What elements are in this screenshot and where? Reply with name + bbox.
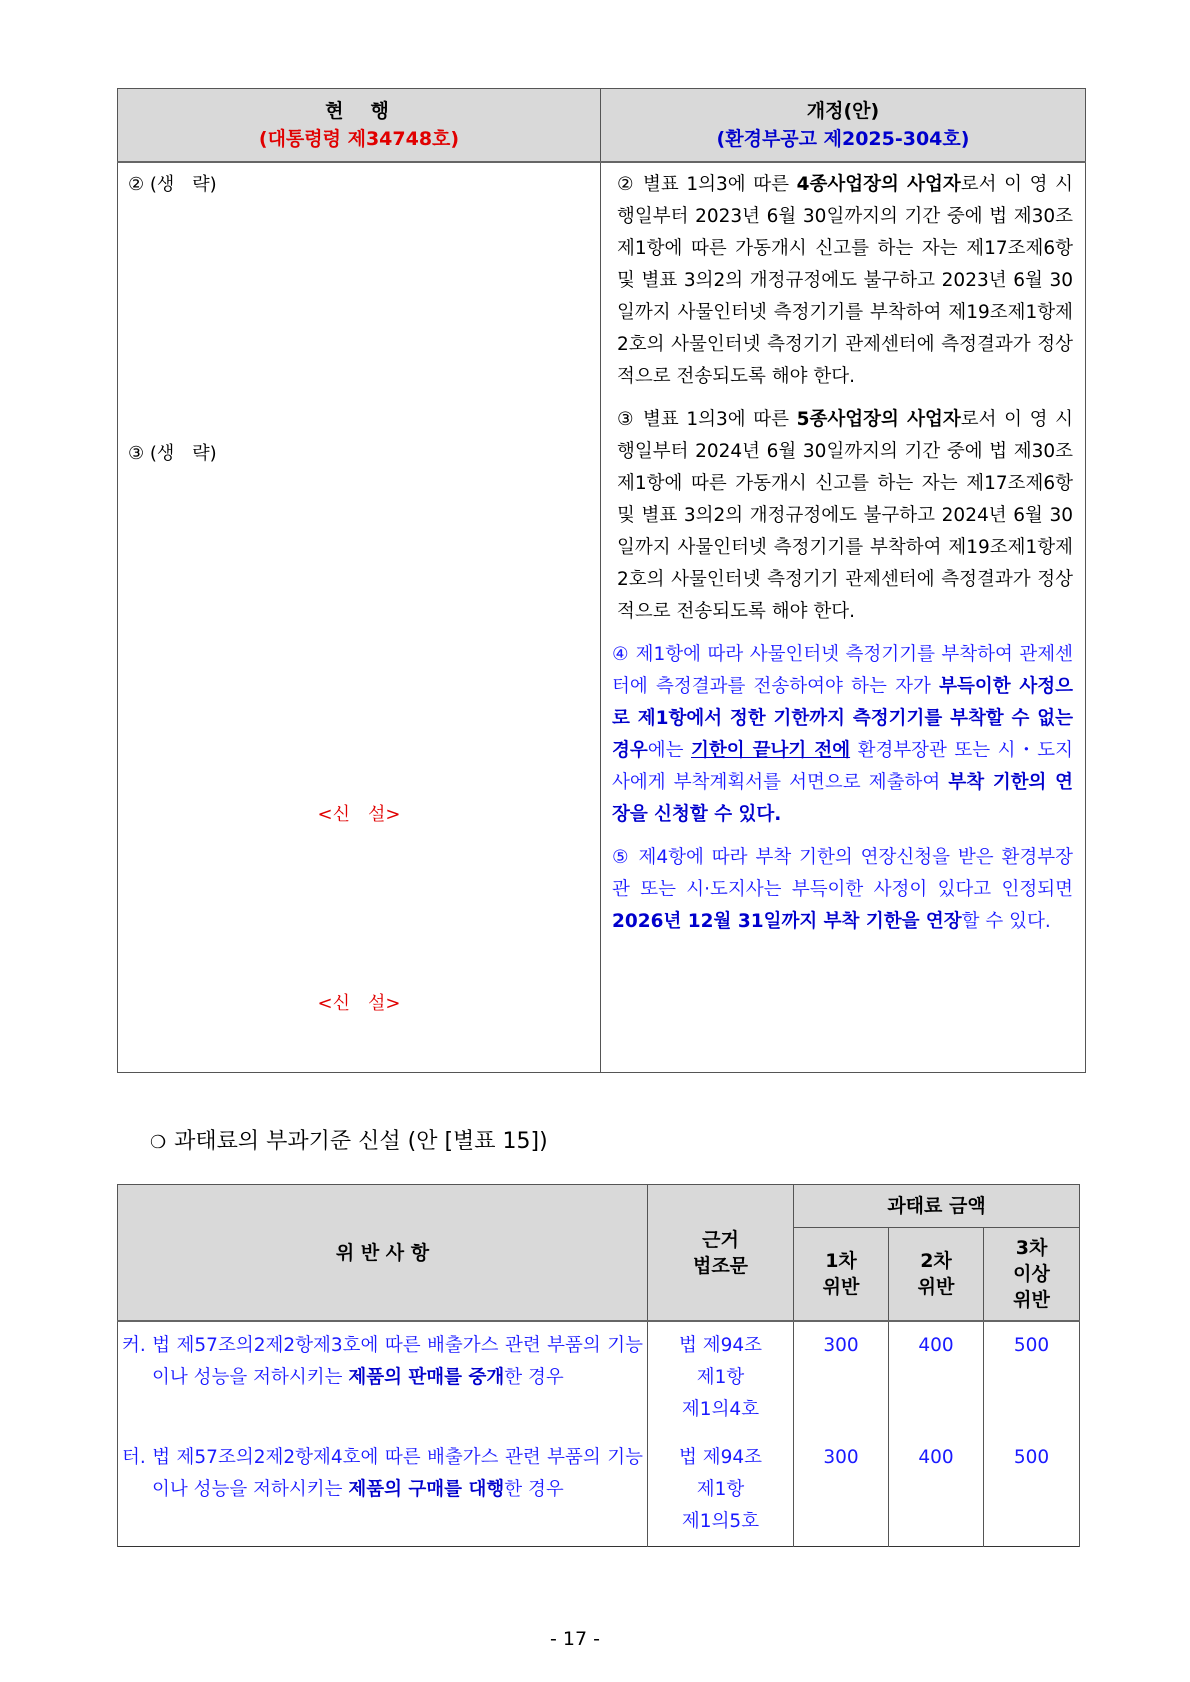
section-heading xyxy=(150,1124,548,1155)
bold-text: 부착 기한의 연장을 신청할 수 있다. xyxy=(612,772,1073,825)
page-number: - 17 - xyxy=(550,1628,600,1650)
second-amount: 400 xyxy=(889,1321,984,1434)
bold-text: 부득이한 사정으로 제1항에서 정한 기한까지 측정기기를 부착할 수 없는 경우 xyxy=(612,676,1073,761)
third-amount: 500 xyxy=(984,1434,1080,1547)
bold-text: 5종사업장의 사업자 xyxy=(796,409,961,430)
violation-cell xyxy=(118,1434,648,1547)
current-item-2: ② (생 략) xyxy=(128,174,217,195)
section-heading-text: 과태료의 부과기준 신설 (안 [별표 15]) xyxy=(174,1129,548,1154)
text: 법 제94조 xyxy=(678,1447,763,1468)
text: ② 별표 1의3에 따른 xyxy=(617,174,797,195)
second-violation-header: 2차 위반 xyxy=(889,1228,984,1322)
bold-text: 2026년 12월 31일까지 부착 기한을 연장 xyxy=(612,911,962,932)
second-amount: 400 xyxy=(889,1434,984,1547)
revised-reference: (환경부공고 제2025-304호) xyxy=(716,128,970,150)
bold-text: 4종사업장의 사업자 xyxy=(796,174,961,195)
bullet-icon: ❍ xyxy=(150,1132,167,1153)
basis-header: 근거 법조문 xyxy=(648,1185,794,1322)
first-amount: 300 xyxy=(794,1321,889,1434)
current-column-header xyxy=(118,89,601,163)
current-reference: (대통령령 제34748호) xyxy=(258,128,460,150)
bold-text: 제품의 구매를 대행 xyxy=(348,1479,505,1500)
text: 에는 xyxy=(647,740,691,761)
text: 로서 이 영 시행일부터 2023년 6월 30일까지의 기간 중에 법 제30조제1항에 따른 가동개시 신고를 하는 자는 제17조제6항 및 별표 3의2의 개정규정에도 불구하고 2023년 6월 30일까지 사물인터넷 측정기기를 부착하여 제19조제1항제2호의 사물인터넷 측정기기 관제센터에 측정결과가 정상적으로 전송되도록 해야 한다. xyxy=(617,174,1073,387)
text: 제1항 xyxy=(696,1367,745,1388)
revised-item-3 xyxy=(617,404,1073,628)
penalty-header-row xyxy=(118,1185,1080,1228)
current-column xyxy=(118,162,601,1073)
text: 제1항 xyxy=(696,1479,745,1500)
table-row xyxy=(118,1434,1080,1547)
current-item-3: ③ (생 략) xyxy=(128,443,217,464)
text: ⑤ 제4항에 따라 부착 기한의 연장신청을 받은 환경부장관 또는 시·도지사는 부득이한 사정이 있다고 인정되면 xyxy=(612,847,1073,900)
revised-item-4 xyxy=(612,639,1073,831)
revised-column-header xyxy=(601,89,1086,163)
text: 제1의5호 xyxy=(681,1511,760,1532)
third-amount: 500 xyxy=(984,1321,1080,1434)
revised-column xyxy=(601,162,1086,1073)
revised-item-5 xyxy=(612,842,1073,938)
text: 법 제94조 xyxy=(678,1335,763,1356)
amount-header: 과태료 금액 xyxy=(794,1185,1080,1228)
revised-title: 개정(안) xyxy=(806,100,880,122)
comparison-header-row xyxy=(118,89,1086,163)
text: 터. 법 제57조의2제2항제4호에 따른 배출가스 관련 부품의 기능이나 성능을 저하시키는 xyxy=(122,1447,643,1500)
first-amount: 300 xyxy=(794,1434,889,1547)
third-violation-header: 3차 이상 위반 xyxy=(984,1228,1080,1322)
underlined-text: 기한이 끝나기 전에 xyxy=(691,740,851,761)
basis-cell xyxy=(648,1321,794,1434)
current-title: 현 행 xyxy=(325,100,393,122)
text: 환경부장관 또는 시・도지사에게 부착계획서를 서면으로 제출하여 xyxy=(612,740,1073,793)
comparison-body-row xyxy=(118,162,1086,1073)
text: 제1의4호 xyxy=(681,1399,760,1420)
text: 할 수 있다. xyxy=(961,911,1051,932)
text: 한 경우 xyxy=(504,1367,564,1388)
text: ④ 제1항에 따라 사물인터넷 측정기기를 부착하여 관제센터에 측정결과를 전송하여야 하는 자가 xyxy=(612,644,1073,697)
new-provision-mark: <신 설> xyxy=(317,993,401,1014)
text: 한 경우 xyxy=(504,1479,564,1500)
text: ③ 별표 1의3에 따른 xyxy=(617,409,797,430)
basis-cell xyxy=(648,1434,794,1547)
bold-text: 제품의 판매를 중개 xyxy=(348,1367,505,1388)
violation-header: 위 반 사 항 xyxy=(118,1185,648,1322)
comparison-table xyxy=(117,88,1086,1073)
penalty-table xyxy=(117,1184,1080,1547)
revised-item-2 xyxy=(617,169,1073,393)
table-row xyxy=(118,1321,1080,1434)
text: 로서 이 영 시행일부터 2024년 6월 30일까지의 기간 중에 법 제30조제1항에 따른 가동개시 신고를 하는 자는 제17조제6항 및 별표 3의2의 개정규정에도 불구하고 2024년 6월 30일까지 사물인터넷 측정기기를 부착하여 제19조제1항제2호의 사물인터넷 측정기기 관제센터에 측정결과가 정상적으로 전송되도록 해야 한다. xyxy=(617,409,1073,622)
violation-cell xyxy=(118,1321,648,1434)
text: 커. 법 제57조의2제2항제3호에 따른 배출가스 관련 부품의 기능이나 성능을 저하시키는 xyxy=(122,1335,643,1388)
first-violation-header: 1차 위반 xyxy=(794,1228,889,1322)
new-provision-mark: <신 설> xyxy=(317,804,401,825)
